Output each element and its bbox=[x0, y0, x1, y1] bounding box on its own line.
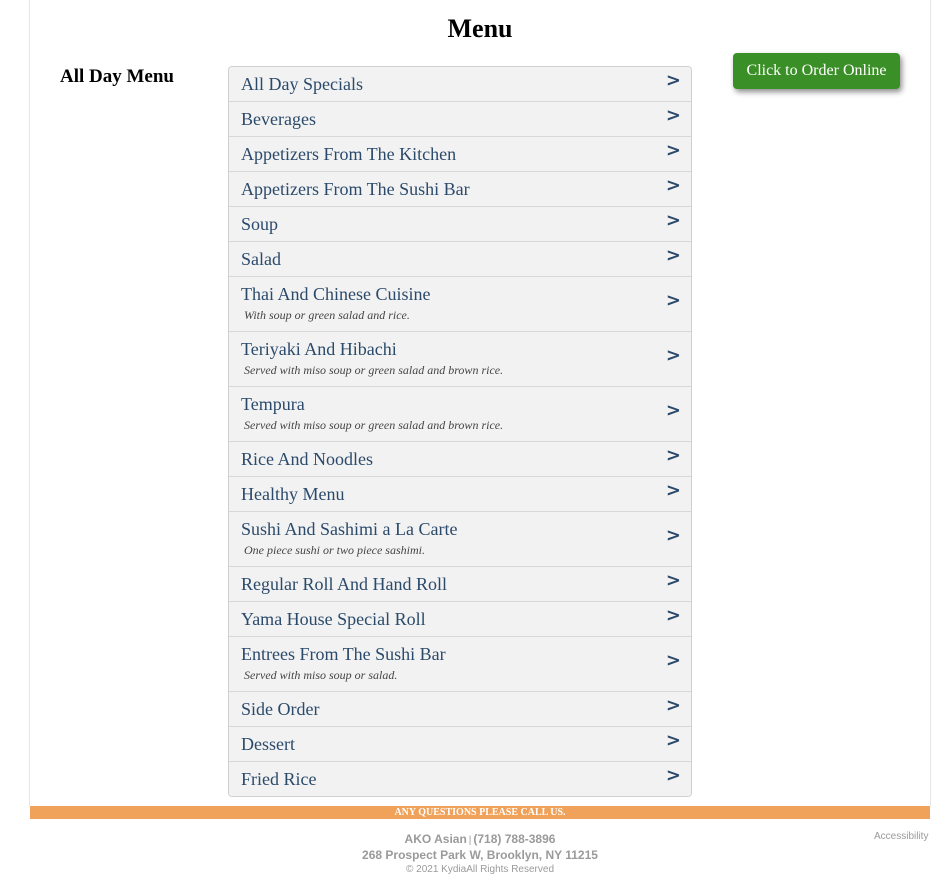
chevron-right-icon: > bbox=[665, 570, 681, 591]
chevron-right-icon: > bbox=[665, 765, 681, 786]
menu-category-label: Sushi And Sashimi a La Carte bbox=[241, 519, 458, 539]
chevron-right-icon: > bbox=[665, 70, 681, 91]
menu-category-list bbox=[228, 66, 692, 797]
chevron-right-icon: > bbox=[665, 210, 681, 231]
menu-category-label: Dessert bbox=[241, 734, 295, 754]
rights-text: All Rights Reserved bbox=[466, 864, 554, 875]
menu-category-label: Soup bbox=[241, 214, 279, 234]
chevron-right-icon: > bbox=[665, 245, 681, 266]
menu-category-item[interactable] bbox=[229, 386, 691, 441]
questions-banner: ANY QUESTIONS PLEASE CALL US. bbox=[30, 806, 930, 819]
menu-category-description: With soup or green salad and rice. bbox=[244, 308, 410, 322]
menu-category-description: Served with miso soup or salad. bbox=[244, 668, 398, 682]
menu-category-item[interactable] bbox=[229, 601, 691, 636]
chevron-right-icon: > bbox=[665, 345, 681, 366]
menu-category-description: Served with miso soup or green salad and brown rice. bbox=[244, 418, 504, 432]
menu-category-item[interactable] bbox=[229, 566, 691, 601]
menu-category-label: Salad bbox=[241, 249, 281, 269]
menu-category-description: Served with miso soup or green salad and brown rice. bbox=[244, 363, 504, 377]
chevron-right-icon: > bbox=[665, 605, 681, 626]
phone-link[interactable]: (718) 788-3896 bbox=[473, 832, 556, 846]
menu-category-item[interactable] bbox=[229, 441, 691, 476]
menu-category-label: Appetizers From The Kitchen bbox=[241, 144, 457, 164]
menu-category-label: Tempura bbox=[241, 394, 305, 414]
menu-category-label: Entrees From The Sushi Bar bbox=[241, 644, 446, 664]
menu-category-label: All Day Specials bbox=[241, 74, 363, 94]
chevron-right-icon: > bbox=[665, 105, 681, 126]
chevron-right-icon: > bbox=[665, 650, 681, 671]
menu-category-item[interactable] bbox=[229, 511, 691, 566]
menu-category-label: Fried Rice bbox=[241, 769, 317, 789]
menu-category-item[interactable] bbox=[229, 726, 691, 761]
menu-category-label: Side Order bbox=[241, 699, 320, 719]
copyright-year: © 2021 bbox=[405, 864, 439, 875]
menu-category-item[interactable] bbox=[229, 276, 691, 331]
footer-address: 268 Prospect Park W, Brooklyn, NY 11215 bbox=[362, 848, 598, 862]
chevron-right-icon: > bbox=[665, 480, 681, 501]
page-title: Menu bbox=[447, 14, 513, 43]
menu-category-item[interactable] bbox=[229, 136, 691, 171]
chevron-right-icon: > bbox=[665, 175, 681, 196]
chevron-right-icon: > bbox=[665, 695, 681, 716]
menu-category-label: Appetizers From The Sushi Bar bbox=[241, 179, 470, 199]
chevron-right-icon: > bbox=[665, 445, 681, 466]
footer bbox=[0, 832, 945, 878]
menu-category-item[interactable] bbox=[229, 691, 691, 726]
menu-category-item[interactable] bbox=[229, 241, 691, 276]
chevron-right-icon: > bbox=[665, 140, 681, 161]
menu-category-item[interactable] bbox=[229, 761, 691, 796]
chevron-right-icon: > bbox=[665, 525, 681, 546]
menu-category-label: Regular Roll And Hand Roll bbox=[241, 574, 447, 594]
side-menu-title: All Day Menu bbox=[60, 66, 174, 87]
restaurant-name-link[interactable]: AKO Asian bbox=[404, 832, 467, 846]
footer-separator: | bbox=[468, 835, 472, 846]
brand-link[interactable]: Kydia bbox=[441, 864, 467, 875]
chevron-right-icon: > bbox=[665, 730, 681, 751]
menu-category-label: Teriyaki And Hibachi bbox=[241, 339, 397, 359]
chevron-right-icon: > bbox=[665, 290, 681, 311]
menu-category-item[interactable] bbox=[229, 101, 691, 136]
menu-category-item[interactable] bbox=[229, 476, 691, 511]
order-online-button[interactable]: Click to Order Online bbox=[733, 53, 900, 89]
footer-copyright bbox=[0, 862, 945, 878]
menu-category-label: Rice And Noodles bbox=[241, 449, 373, 469]
menu-category-description: One piece sushi or two piece sashimi. bbox=[244, 543, 425, 557]
menu-category-item[interactable] bbox=[229, 206, 691, 241]
menu-category-item[interactable] bbox=[229, 67, 691, 101]
menu-category-item[interactable] bbox=[229, 171, 691, 206]
footer-contact bbox=[0, 832, 945, 848]
menu-category-label: Beverages bbox=[241, 109, 316, 129]
menu-category-label: Healthy Menu bbox=[241, 484, 345, 504]
menu-category-item[interactable] bbox=[229, 331, 691, 386]
chevron-right-icon: > bbox=[665, 400, 681, 421]
menu-category-label: Thai And Chinese Cuisine bbox=[241, 284, 431, 304]
accessibility-link[interactable]: Accessibility bbox=[874, 831, 929, 842]
menu-category-label: Yama House Special Roll bbox=[241, 609, 426, 629]
menu-category-item[interactable] bbox=[229, 636, 691, 691]
